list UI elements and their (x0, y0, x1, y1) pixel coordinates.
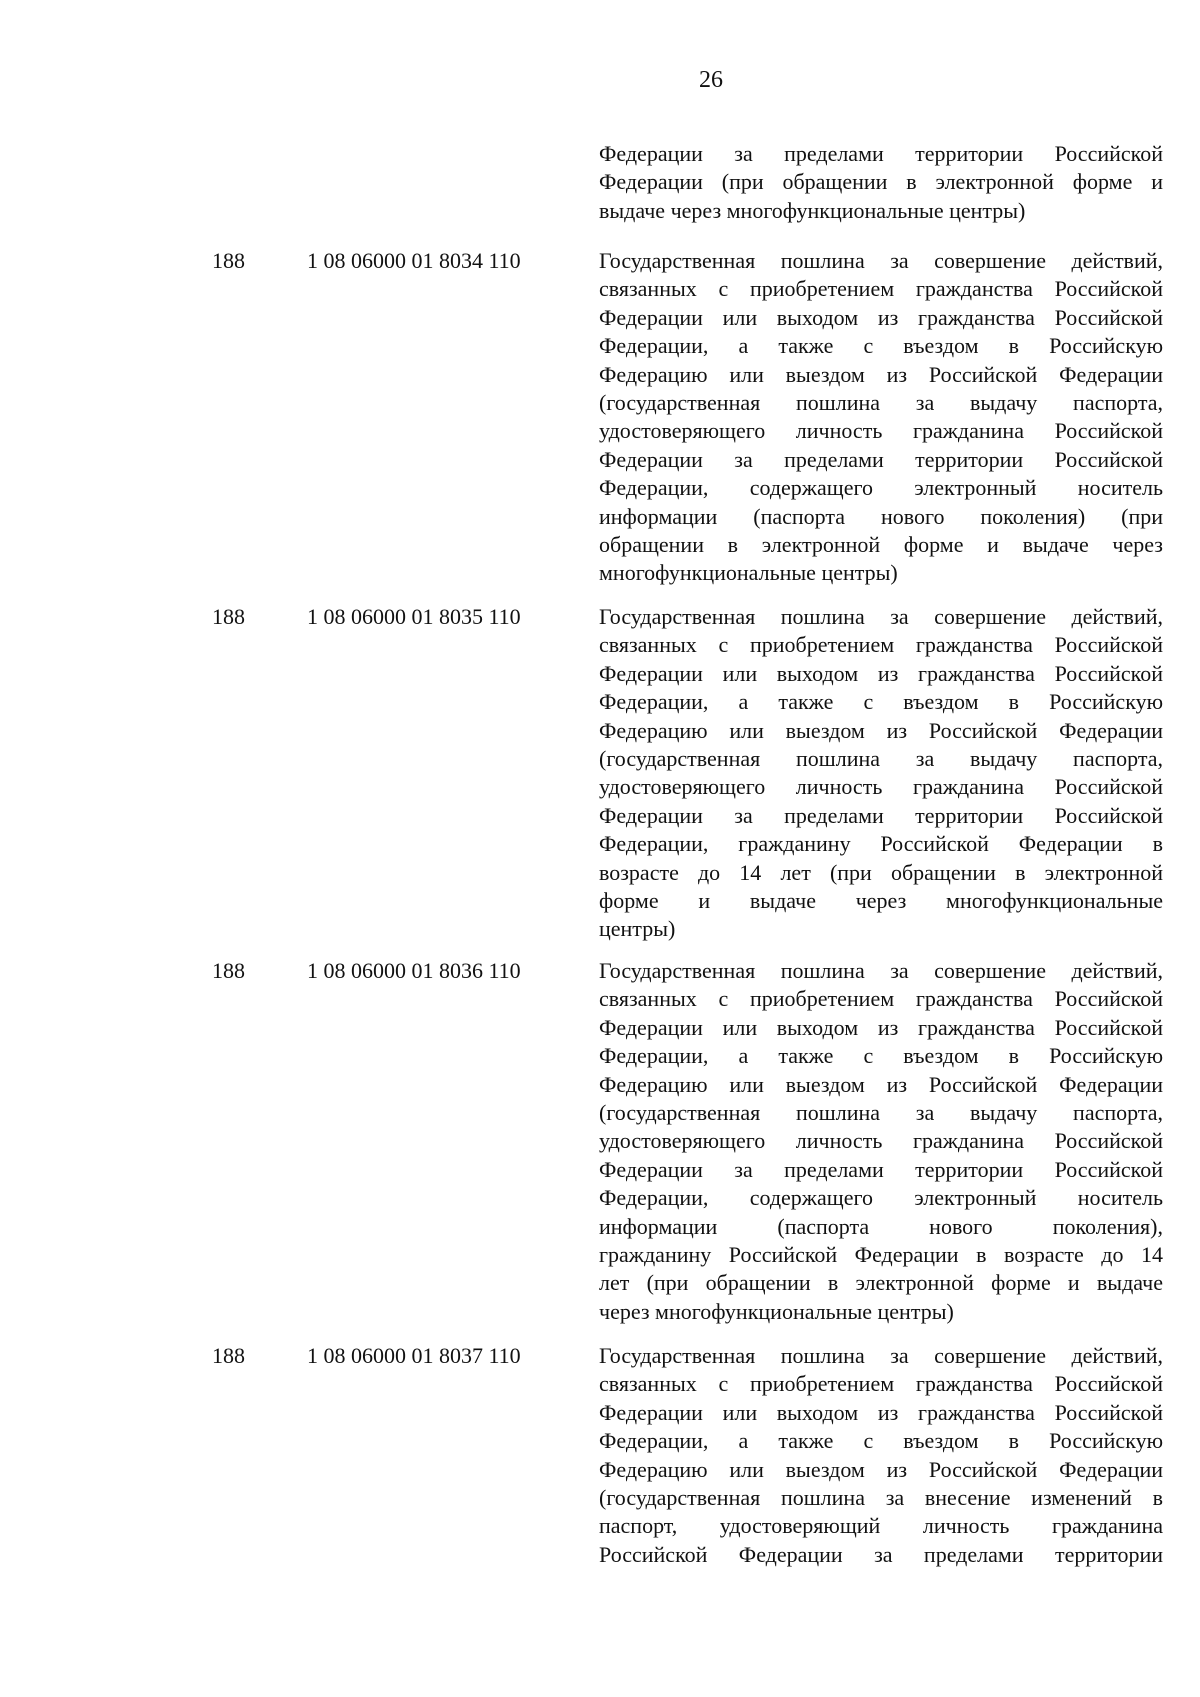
text-line: форме и выдаче через многофункциональные (599, 888, 1163, 914)
text-line: через многофункциональные центры) (599, 1298, 954, 1324)
text-line: Федерации, а также с въездом в Российскую (599, 333, 1163, 359)
text-line: Федерации (при обращении в электронной форме и (599, 169, 1163, 195)
text-line: связанных с приобретением гражданства Российской (599, 276, 1163, 302)
text-line: связанных с приобретением гражданства Российской (599, 986, 1163, 1012)
text-line: Федерацию или выездом из Российской Федерации (599, 1071, 1163, 1097)
text-line: Федерации, гражданину Российской Федерации в (599, 831, 1163, 857)
text-line: удостоверяющего личность гражданина Российской (599, 1128, 1163, 1154)
description-text (599, 247, 1163, 588)
text-line: Федерации, а также с въездом в Российскую (599, 689, 1163, 715)
text-line: Государственная пошлина за совершение действий, (599, 1343, 1163, 1368)
text-line: информации (паспорта нового поколения), (599, 1213, 1163, 1239)
text-line: Федерации за пределами территории Российской (599, 141, 1163, 166)
text-line: Государственная пошлина за совершение действий, (599, 248, 1163, 273)
text-line: возрасте до 14 лет (при обращении в электронной (599, 859, 1163, 885)
text-line: Российской Федерации за пределами территории (599, 1541, 1163, 1567)
text-line: Федерации или выходом из гражданства Российской (599, 304, 1163, 330)
text-line: Федерации за пределами территории Российской (599, 1156, 1163, 1182)
admin-code: 188 (212, 248, 245, 273)
text-line: связанных с приобретением гражданства Российской (599, 632, 1163, 658)
text-line: (государственная пошлина за выдачу паспорта, (599, 390, 1163, 416)
page-number: 26 (699, 67, 723, 93)
text-line: Федерации за пределами территории Российской (599, 446, 1163, 472)
text-line: (государственная пошлина за выдачу паспорта, (599, 1100, 1163, 1126)
text-line: гражданину Российской Федерации в возрасте до 14 (599, 1242, 1163, 1268)
admin-code: 188 (212, 604, 245, 629)
text-line: центры) (599, 916, 676, 942)
text-line: выдаче через многофункциональные центры) (599, 197, 1026, 223)
text-line: Федерации за пределами территории Российской (599, 802, 1163, 828)
description-text (599, 1342, 1163, 1569)
kbk-code: 1 08 06000 01 8035 110 (307, 604, 521, 629)
admin-code: 188 (212, 1343, 245, 1368)
text-line: Федерации, содержащего электронный носитель (599, 1185, 1163, 1211)
text-line: Федерацию или выездом из Российской Федерации (599, 717, 1163, 743)
text-line: (государственная пошлина за выдачу паспорта, (599, 746, 1163, 772)
text-line: паспорт, удостоверяющий личность гражданина (599, 1513, 1163, 1539)
text-line: удостоверяющего личность гражданина Российской (599, 418, 1163, 444)
text-line: Федерации или выходом из гражданства Российской (599, 660, 1163, 686)
text-line: связанных с приобретением гражданства Российской (599, 1371, 1163, 1397)
kbk-code: 1 08 06000 01 8034 110 (307, 248, 521, 273)
text-line: (государственная пошлина за внесение изменений в (599, 1485, 1163, 1511)
text-line: Федерацию или выездом из Российской Федерации (599, 1456, 1163, 1482)
text-line: информации (паспорта нового поколения) (при (599, 503, 1163, 529)
text-line: Федерации, содержащего электронный носитель (599, 475, 1163, 501)
text-line: Государственная пошлина за совершение действий, (599, 604, 1163, 629)
description-text (599, 957, 1163, 1326)
text-line: Федерацию или выездом из Российской Федерации (599, 361, 1163, 387)
text-line: Федерации или выходом из гражданства Российской (599, 1399, 1163, 1425)
kbk-code: 1 08 06000 01 8037 110 (307, 1343, 521, 1368)
text-line: Государственная пошлина за совершение действий, (599, 958, 1163, 983)
text-line: обращении в электронной форме и выдаче через (599, 532, 1163, 558)
text-line: Федерации, а также с въездом в Российскую (599, 1043, 1163, 1069)
text-line: удостоверяющего личность гражданина Российской (599, 774, 1163, 800)
description-text (599, 603, 1163, 944)
text-line: лет (при обращении в электронной форме и выдаче (599, 1270, 1163, 1296)
text-line: Федерации или выходом из гражданства Российской (599, 1014, 1163, 1040)
kbk-code: 1 08 06000 01 8036 110 (307, 958, 521, 983)
text-line: многофункциональные центры) (599, 560, 898, 586)
text-line: Федерации, а также с въездом в Российскую (599, 1428, 1163, 1454)
continuation-text (599, 140, 1163, 225)
admin-code: 188 (212, 958, 245, 983)
